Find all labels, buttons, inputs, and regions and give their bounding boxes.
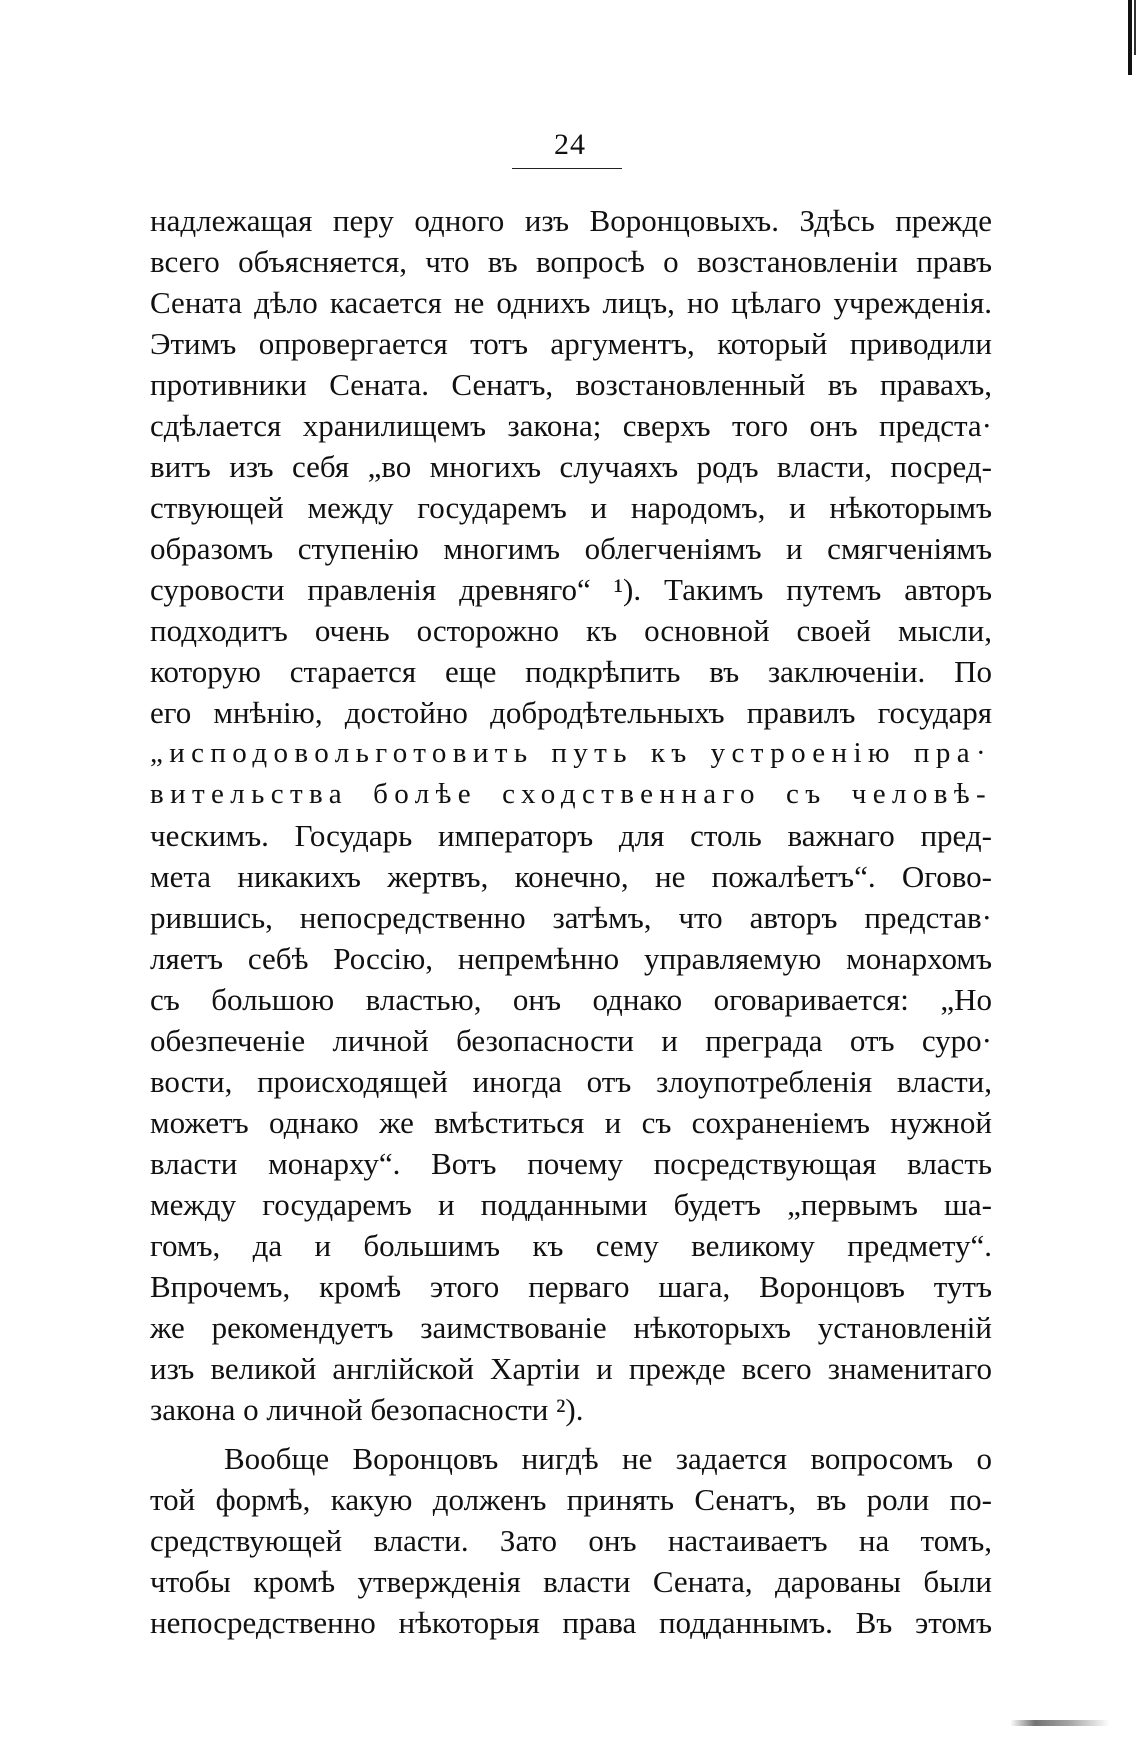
text-line: Впрочемъ, кромѣ этого перваго шага, Воронцовъ тутъ (150, 1269, 992, 1304)
text-line: сдѣлается хранилищемъ закона; сверхъ того онъ предста· (150, 408, 992, 443)
text-line: образомъ ступенію многимъ облегченіямъ и смягченіямъ (150, 531, 992, 566)
text-line: витъ изъ себя „во многихъ случаяхъ родъ власти, посред- (150, 449, 992, 484)
page-number-rule (512, 168, 622, 169)
text-line: непосредственно нѣкоторыя права подданнымъ. Въ этомъ (150, 1605, 992, 1640)
text-line: мета никакихъ жертвъ, конечно, не пожалѣетъ“. Огово- (150, 859, 992, 894)
text-line: обезпеченіе личной безопасности и преграда отъ суро· (150, 1023, 992, 1058)
text-line: противники Сената. Сенатъ, возстановленный въ правахъ, (150, 367, 992, 402)
scan-smudge (1010, 1720, 1110, 1726)
text-line: рившись, непосредственно затѣмъ, что авторъ представ· (150, 900, 992, 935)
text-line: его мнѣнію, достойно добродѣтельныхъ правилъ государя (150, 695, 992, 730)
text-line: суровости правленія древняго“ ¹). Такимъ путемъ авторъ (150, 572, 992, 607)
text-line: власти монарху“. Вотъ почему посредствующая власть (150, 1146, 992, 1181)
text-line: Сената дѣло касается не однихъ лицъ, но цѣлаго учрежденія. (150, 285, 992, 320)
text-line: той формѣ, какую долженъ принять Сенатъ, въ роли по- (150, 1482, 992, 1517)
paragraph-gap (150, 1430, 992, 1438)
text-line: ческимъ. Государь императоръ для столь важнаго пред- (150, 818, 992, 853)
text-line: изъ великой англійской Хартіи и прежде всего знаменитаго (150, 1351, 992, 1386)
text-line: чтобы кромѣ утвержденія власти Сената, дарованы были (150, 1564, 992, 1599)
text-line: надлежащая перу одного изъ Воронцовыхъ. Здѣсь прежде (150, 203, 992, 238)
text-line: съ большою властью, онъ однако оговаривается: „Но (150, 982, 992, 1017)
text-line-paragraph-start: Вообще Воронцовъ нигдѣ не задается вопросомъ о (224, 1441, 992, 1476)
text-line: которую старается еще подкрѣпить въ заключеніи. По (150, 654, 992, 689)
page-number: 24 (554, 128, 586, 161)
body-text (150, 200, 992, 1643)
text-line: между государемъ и подданными будетъ „первымъ ша- (150, 1187, 992, 1222)
text-line: ствующей между государемъ и народомъ, и нѣкоторымъ (150, 490, 992, 525)
text-line-spaced: вительства болѣе сходственнаго съ человѣ- (150, 778, 992, 810)
text-line-paragraph-end: закона о личной безопасности ²). (150, 1392, 584, 1427)
text-line: же рекомендуетъ заимствованіе нѣкоторыхъ установленій (150, 1310, 992, 1345)
text-line: гомъ, да и большимъ къ сему великому предмету“. (150, 1228, 992, 1263)
scan-edge-mark-secondary (1134, 0, 1136, 55)
text-line: ляетъ себѣ Россію, непремѣнно управляемую монархомъ (150, 941, 992, 976)
text-line: подходитъ очень осторожно къ основной своей мысли, (150, 613, 992, 648)
text-line: Этимъ опровергается тотъ аргументъ, который приводили (150, 326, 992, 361)
scan-edge-mark (1128, 0, 1132, 75)
text-line: вости, происходящей иногда отъ злоупотребленія власти, (150, 1064, 992, 1099)
text-line: средствующей власти. Зато онъ настаиваетъ на томъ, (150, 1523, 992, 1558)
text-line: всего объясняется, что въ вопросѣ о возстановленіи правъ (150, 244, 992, 279)
text-line: можетъ однако же вмѣститься и съ сохраненіемъ нужной (150, 1105, 992, 1140)
text-line-spaced: „исподовольготовить путь къ устроенію пра· (150, 737, 992, 769)
